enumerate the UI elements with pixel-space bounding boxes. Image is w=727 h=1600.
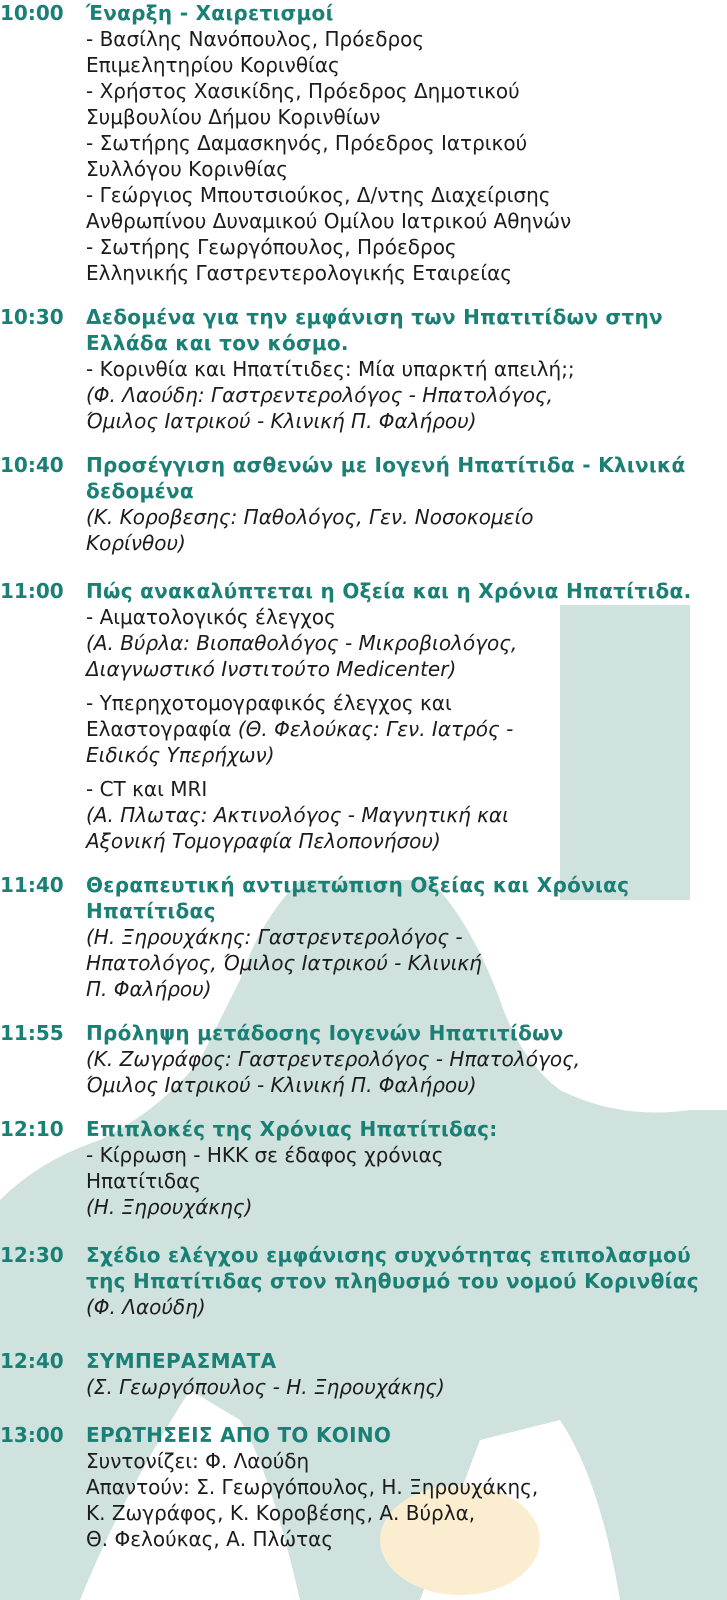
session-line bbox=[86, 1500, 713, 1526]
session-1040 bbox=[0, 452, 727, 556]
session-line bbox=[86, 78, 713, 104]
session-line bbox=[86, 234, 713, 260]
speaker-credit bbox=[86, 1046, 713, 1072]
line-text: (Α. Βύρλα: Βιοπαθολόγος - Μικροβιολόγος, bbox=[86, 631, 518, 655]
speaker-credit bbox=[86, 656, 713, 682]
line-text: (Σ. Γεωργόπουλος - Η. Ξηρουχάκης) bbox=[86, 1375, 445, 1399]
session-time: 12:40 bbox=[0, 1349, 64, 1373]
line-text: Επιμελητηρίου Κορινθίας bbox=[86, 53, 340, 77]
session-body bbox=[86, 1422, 713, 1552]
line-text: Όμιλος Ιατρικού - Κλινική Π. Φαλήρου) bbox=[86, 409, 477, 433]
session-title: ΕΡΩΤΗΣΕΙΣ ΑΠΟ ΤΟ ΚΟΙΝΟ bbox=[86, 1423, 392, 1447]
speaker-credit bbox=[86, 828, 713, 854]
session-1100 bbox=[0, 578, 727, 854]
session-line bbox=[86, 1168, 713, 1194]
line-text: - Σωτήρης Δαμασκηνός, Πρόεδρος Ιατρικού bbox=[86, 131, 528, 155]
line-text: Αξονική Τομογραφία Πελοπονήσου) bbox=[86, 829, 441, 853]
speaker-credit bbox=[86, 950, 713, 976]
session-1140 bbox=[0, 872, 727, 1002]
line-text: Ελληνικής Γαστρεντερολογικής Εταιρείας bbox=[86, 261, 513, 285]
session-title: Σχέδιο ελέγχου εμφάνισης συχνότητας επιπολασμού της Ηπατίτιδας στον πληθυσμό του νομού Κορινθίας bbox=[86, 1243, 699, 1293]
session-body bbox=[86, 1116, 713, 1220]
speaker-credit bbox=[86, 530, 713, 556]
line-text: Ανθρωπίνου Δυναμικού Ομίλου Ιατρικού Αθηνών bbox=[86, 209, 572, 233]
line-text: - Αιματολογικός έλεγχος bbox=[86, 605, 336, 629]
line-text: (Η. Ξηρουχάκης: Γαστρεντερολόγος - bbox=[86, 925, 463, 949]
session-line bbox=[86, 104, 713, 130]
line-text: (Η. Ξηρουχάκης) bbox=[86, 1195, 253, 1219]
session-body bbox=[86, 578, 713, 854]
line-text: (Κ. Ζωγράφος: Γαστρεντερολόγος - Ηπατολόγος, bbox=[86, 1047, 581, 1071]
speaker-credit bbox=[86, 976, 713, 1002]
session-title: ΣΥΜΠΕΡΑΣΜΑΤΑ bbox=[86, 1349, 277, 1373]
speaker-credit bbox=[86, 382, 713, 408]
speaker-credit bbox=[86, 408, 713, 434]
session-time: 11:00 bbox=[0, 579, 64, 603]
speaker-credit bbox=[86, 802, 713, 828]
session-title: Έναρξη - Χαιρετισμοί bbox=[86, 1, 334, 25]
line-gap bbox=[86, 768, 713, 776]
line-text: Κ. Ζωγράφος, Κ. Κοροβέσης, Α. Βύρλα, bbox=[86, 1501, 476, 1525]
session-line bbox=[86, 776, 713, 802]
line-text: - Υπερηχοτομογραφικός έλεγχος και bbox=[86, 691, 452, 715]
session-title: Πρόληψη μετάδοσης Ιογενών Ηπατιτίδων bbox=[86, 1021, 564, 1045]
line-text: - Κίρρωση - ΗΚΚ σε έδαφος χρόνιας bbox=[86, 1143, 444, 1167]
session-line bbox=[86, 716, 713, 742]
session-line bbox=[86, 690, 713, 716]
line-text: (Φ. Λαούδη: Γαστρεντερολόγος - Ηπατολόγος, bbox=[86, 383, 554, 407]
line-text: - Σωτήρης Γεωργόπουλος, Πρόεδρος bbox=[86, 235, 457, 259]
session-time: 10:00 bbox=[0, 1, 64, 25]
speaker-credit bbox=[86, 742, 713, 768]
speaker-credit-inline: (Θ. Φελούκας: Γεν. Ιατρός - bbox=[231, 717, 514, 741]
speaker-credit bbox=[86, 1294, 713, 1320]
line-text: Συντονίζει: Φ. Λαούδη bbox=[86, 1449, 310, 1473]
session-line bbox=[86, 356, 713, 382]
session-body bbox=[86, 452, 713, 556]
session-1030 bbox=[0, 304, 727, 434]
session-title: Πώς ανακαλύπτεται η Οξεία και η Χρόνια Ηπατίτιδα. bbox=[86, 579, 692, 603]
line-text: Ειδικός Υπερήχων) bbox=[86, 743, 275, 767]
line-text: (Κ. Κοροβεσης: Παθολόγος, Γεν. Νοσοκομείο bbox=[86, 505, 534, 529]
line-text: - Κορινθία και Ηπατίτιδες: Μία υπαρκτή απειλή;; bbox=[86, 357, 575, 381]
session-time: 10:30 bbox=[0, 305, 64, 329]
line-text: Διαγνωστικό Ινστιτούτο Medicenter) bbox=[86, 657, 457, 681]
session-time: 11:40 bbox=[0, 873, 64, 897]
speaker-credit bbox=[86, 1374, 713, 1400]
session-time: 13:00 bbox=[0, 1423, 64, 1447]
line-text: (Φ. Λαούδη) bbox=[86, 1295, 206, 1319]
line-text: Ηπατολόγος, Όμιλος Ιατρικού - Κλινική bbox=[86, 951, 482, 975]
session-title: Προσέγγιση ασθενών με Ιογενή Ηπατίτιδα - Κλινικά δεδομένα bbox=[86, 453, 686, 503]
line-text: Απαντούν: Σ. Γεωργόπουλος, Η. Ξηρουχάκης, bbox=[86, 1475, 539, 1499]
line-text: Συμβουλίου Δήμου Κορινθίων bbox=[86, 105, 381, 129]
session-title: Επιπλοκές της Χρόνιας Ηπατίτιδας: bbox=[86, 1117, 498, 1141]
line-gap bbox=[86, 682, 713, 690]
session-time: 12:30 bbox=[0, 1243, 64, 1267]
session-line bbox=[86, 156, 713, 182]
line-text: Π. Φαλήρου) bbox=[86, 977, 212, 1001]
session-line bbox=[86, 1142, 713, 1168]
session-line bbox=[86, 208, 713, 234]
session-1240 bbox=[0, 1348, 727, 1400]
session-line bbox=[86, 1448, 713, 1474]
session-title: Θεραπευτική αντιμετώπιση Οξείας και Χρόνιας Ηπατίτιδας bbox=[86, 873, 630, 923]
line-text: Θ. Φελούκας, Α. Πλώτας bbox=[86, 1527, 334, 1551]
session-line bbox=[86, 1526, 713, 1552]
session-body bbox=[86, 1242, 713, 1320]
line-text: Ηπατίτιδας bbox=[86, 1169, 202, 1193]
session-1300 bbox=[0, 1422, 727, 1552]
line-text: - Γεώργιος Μπουτσιούκος, Δ/ντης Διαχείρισης bbox=[86, 183, 551, 207]
line-text: - CT και MRI bbox=[86, 777, 208, 801]
line-text: Κορίνθου) bbox=[86, 531, 186, 555]
session-1210 bbox=[0, 1116, 727, 1220]
session-body bbox=[86, 304, 713, 434]
session-line bbox=[86, 604, 713, 630]
line-text: - Χρήστος Χασικίδης, Πρόεδρος Δημοτικού bbox=[86, 79, 520, 103]
session-body bbox=[86, 1020, 713, 1098]
speaker-credit bbox=[86, 1194, 713, 1220]
line-text: Όμιλος Ιατρικού - Κλινική Π. Φαλήρου) bbox=[86, 1073, 477, 1097]
session-line bbox=[86, 26, 713, 52]
speaker-credit bbox=[86, 630, 713, 656]
speaker-credit bbox=[86, 1072, 713, 1098]
session-body bbox=[86, 0, 713, 286]
session-body bbox=[86, 1348, 713, 1400]
line-text: Ελαστογραφία bbox=[86, 717, 232, 741]
session-line bbox=[86, 260, 713, 286]
session-1155 bbox=[0, 1020, 727, 1098]
session-time: 10:40 bbox=[0, 453, 64, 477]
session-line bbox=[86, 182, 713, 208]
session-line bbox=[86, 1474, 713, 1500]
session-time: 11:55 bbox=[0, 1021, 64, 1045]
line-text: (Α. Πλωτας: Ακτινολόγος - Μαγνητική και bbox=[86, 803, 509, 827]
session-line bbox=[86, 130, 713, 156]
session-line bbox=[86, 52, 713, 78]
line-text: - Βασίλης Νανόπουλος, Πρόεδρος bbox=[86, 27, 425, 51]
line-text: Συλλόγου Κορινθίας bbox=[86, 157, 289, 181]
session-title: Δεδομένα για την εμφάνιση των Ηπατιτίδων στην Ελλάδα και τον κόσμο. bbox=[86, 305, 663, 355]
speaker-credit bbox=[86, 504, 713, 530]
session-1230 bbox=[0, 1242, 727, 1320]
session-time: 12:10 bbox=[0, 1117, 64, 1141]
session-body bbox=[86, 872, 713, 1002]
session-1000 bbox=[0, 0, 727, 286]
speaker-credit bbox=[86, 924, 713, 950]
